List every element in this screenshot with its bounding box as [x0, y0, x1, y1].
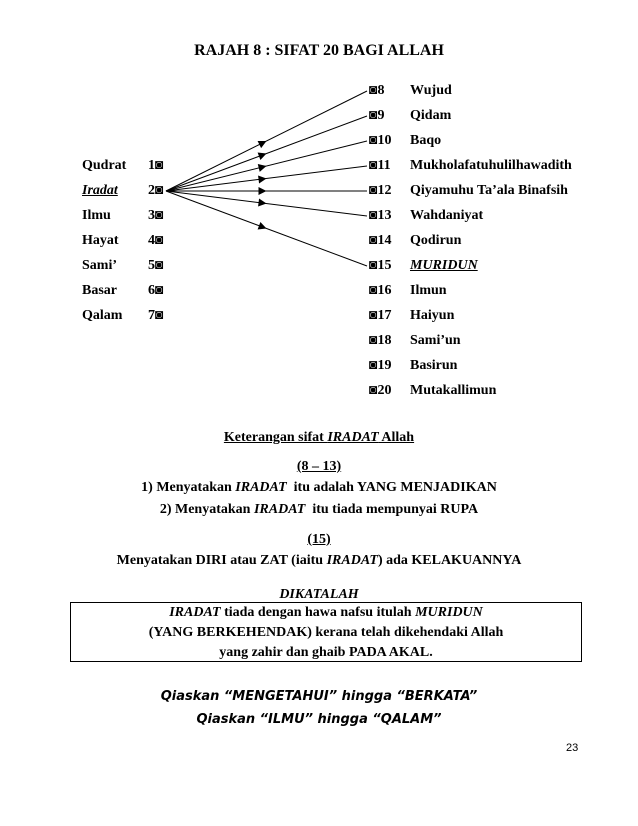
right-item-number: ◙18 [369, 333, 392, 348]
range-label-8-13: (8 – 13) [296, 459, 342, 474]
right-item-name: Ilmun [410, 283, 447, 298]
right-item-name: Wujud [410, 83, 452, 98]
right-item-name: Mukholafatuhulilhawadith [410, 158, 572, 173]
right-item-number: ◙20 [369, 383, 392, 398]
right-item-name: Haiyun [410, 308, 455, 323]
arrow-head-to-10 [258, 164, 267, 172]
dikatalah-label: DIKATALAH [279, 587, 359, 602]
right-item-name: Baqo [410, 133, 442, 148]
explanation-line-1: 1) Menyatakan IRADAT itu adalah YANG MENJADIKAN [141, 480, 497, 495]
left-item-name: Iradat [82, 183, 118, 198]
box-line-3: yang zahir dan ghaib PADA AKAL. [219, 645, 433, 660]
left-item-number: 1◙ [148, 158, 164, 173]
right-item-name: Basirun [410, 358, 458, 373]
left-item-name: Qudrat [82, 158, 127, 173]
right-item-name: Qodirun [410, 233, 462, 248]
right-item-name: Mutakallimun [410, 383, 497, 398]
range-label-15: (15) [307, 532, 331, 547]
right-item-name: Wahdaniyat [410, 208, 484, 223]
left-item-name: Hayat [82, 233, 119, 248]
right-item-number: ◙10 [369, 133, 392, 148]
explanation-line-3: Menyatakan DIRI atau ZAT (iaitu IRADAT) ada KELAKUANNYA [116, 553, 522, 568]
left-item-number: 6◙ [148, 283, 164, 298]
left-item-number: 7◙ [148, 308, 164, 323]
right-item-number: ◙11 [369, 158, 391, 173]
left-item-name: Sami’ [82, 258, 117, 273]
explanation-line-2: 2) Menyatakan IRADAT itu tiada mempunyai RUPA [159, 502, 479, 517]
page-title: RAJAH 8 : SIFAT 20 BAGI ALLAH [194, 42, 444, 59]
right-item-name: MURIDUN [410, 258, 478, 273]
arrow-head-to-13 [258, 199, 266, 207]
left-item-name: Basar [82, 283, 117, 298]
right-item-number: ◙17 [369, 308, 392, 323]
left-item-number: 4◙ [148, 233, 164, 248]
right-item-number: ◙15 [369, 258, 392, 273]
right-item-number: ◙9 [369, 108, 385, 123]
left-item-number: 5◙ [148, 258, 164, 273]
right-item-number: ◙16 [369, 283, 392, 298]
right-item-number: ◙13 [369, 208, 392, 223]
box-line-2: (YANG BERKEHENDAK) kerana telah dikehendaki Allah [148, 625, 504, 640]
right-item-name: Sami’un [410, 333, 461, 348]
left-item-number: 2◙ [148, 183, 164, 198]
right-item-number: ◙14 [369, 233, 392, 248]
arrow-head-to-12 [259, 187, 267, 195]
left-item-name: Ilmu [82, 208, 111, 223]
right-item-number: ◙8 [369, 83, 385, 98]
right-item-number: ◙12 [369, 183, 392, 198]
explanation-heading: Keterangan sifat IRADAT Allah [223, 430, 415, 445]
arrow-head-to-11 [258, 176, 266, 184]
right-item-name: Qidam [410, 108, 452, 123]
footer-line-1: Qiaskan “MENGETAHUI” hingga “BERKATA” [160, 689, 478, 704]
footer-line-2: Qiaskan “ILMU” hingga “QALAM” [196, 712, 442, 727]
page-number: 23 [566, 742, 579, 754]
conclusion-box [70, 602, 582, 662]
right-item-number: ◙19 [369, 358, 392, 373]
left-item-number: 3◙ [148, 208, 164, 223]
box-line-1: IRADAT tiada dengan hawa nafsu itulah MURIDUN [169, 605, 483, 620]
left-item-name: Qalam [82, 308, 123, 323]
right-item-name: Qiyamuhu Ta’ala Binafsih [410, 183, 568, 198]
